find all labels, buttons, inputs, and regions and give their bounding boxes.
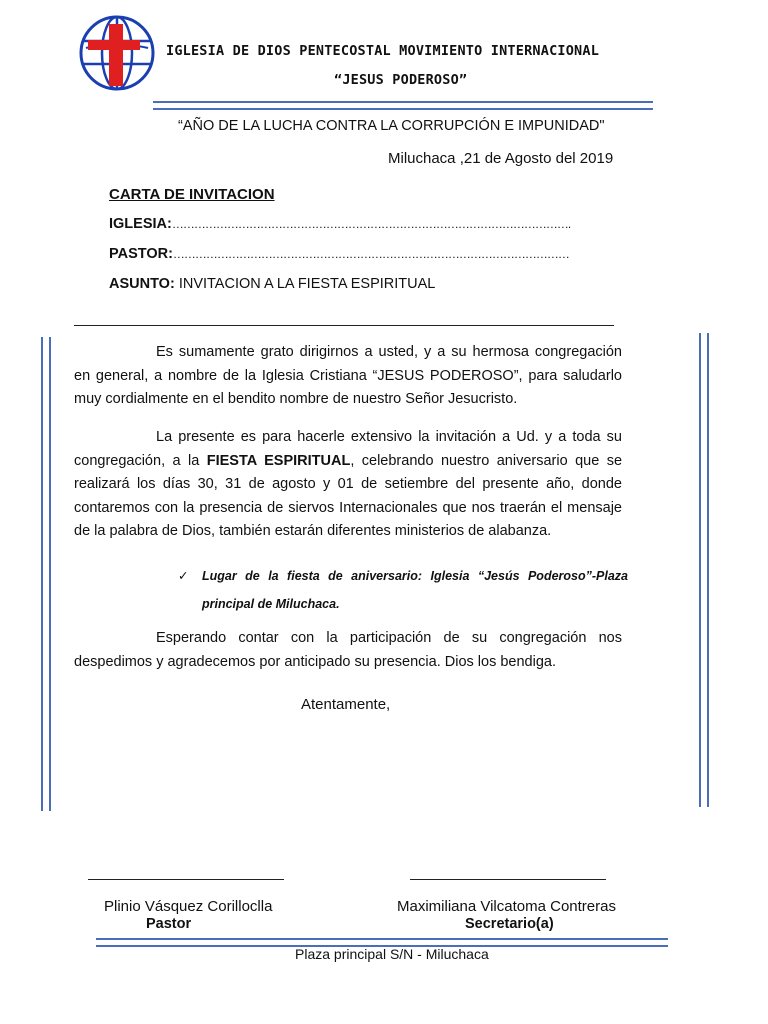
pastor-label: PASTOR: xyxy=(109,246,173,262)
paragraph-closing xyxy=(74,627,622,674)
iglesia-label: IGLESIA: xyxy=(109,216,172,232)
letter-title: CARTA DE INVITACION xyxy=(109,186,275,203)
signature-line-pastor xyxy=(88,879,284,880)
asunto-value: INVITACION A LA FIESTA ESPIRITUAL xyxy=(174,276,436,292)
church-subtitle: “JESUS PODEROSO” xyxy=(334,72,468,88)
pastor-field xyxy=(109,246,569,262)
right-border-bar xyxy=(699,333,709,807)
closing-salutation: Atentamente, xyxy=(301,696,391,713)
paragraph-greeting-text: Es sumamente grato dirigirnos a usted, y a su hermosa congregación en general, a nombre de la Iglesia Cristiana “JESUS PODEROSO”, para saludarlo muy cordialmente en el bendito nombre de nuestro Señor Jesucristo. xyxy=(74,344,622,407)
location-bullet-text: Lugar de la fiesta de aniversario: Iglesia “Jesús Poderoso”-Plaza principal de Miluchaca. xyxy=(202,569,628,611)
location-bullet xyxy=(178,562,628,618)
pastor-name: Plinio Vásquez Corilloclla xyxy=(104,898,273,915)
asunto-label: ASUNTO: xyxy=(109,276,175,292)
separator-line xyxy=(74,325,614,326)
iglesia-field xyxy=(109,216,570,232)
checkmark-icon: ✓ xyxy=(178,569,189,583)
fiesta-espiritual-bold: FIESTA ESPIRITUAL xyxy=(206,452,351,469)
secretary-name: Maximiliana Vilcatoma Contreras xyxy=(397,898,616,915)
date-line: Miluchaca ,21 de Agosto del 2019 xyxy=(388,150,614,167)
pastor-role: Pastor xyxy=(146,916,192,932)
signature-line-secretary xyxy=(410,879,606,880)
paragraph-invitation xyxy=(74,426,622,544)
paragraph-closing-text: Esperando contar con la participación de su congregación nos despedimos y agradecemos por anticipado su presencia. Dios los bendiga. xyxy=(74,630,622,670)
pastor-value: ……………………………………………………………………………………………… xyxy=(172,247,569,261)
paragraph-invitation-text-a: La presente es para hacerle extensivo la invitación a Ud. y a toda su congregación, a la xyxy=(74,429,622,469)
header-double-rule xyxy=(153,101,653,110)
paragraph-invitation-text-b: , celebrando nuestro aniversario que se realizará los días 30, 31 de agosto y 01 de setiembre del presente año, donde contaremos con la presencia de siervos Internacionales que nos traerán el mensaje de la palabra de Dios, también estarán diferentes ministerios de alabanza. xyxy=(74,452,623,539)
paragraph-greeting xyxy=(74,341,622,412)
footer-address: Plaza principal S/N - Miluchaca xyxy=(295,946,489,962)
church-logo-globe-cross-icon xyxy=(78,14,156,92)
left-border-bar xyxy=(41,337,51,811)
secretary-role: Secretario(a) xyxy=(465,916,554,932)
iglesia-value: ………………………………………………………………………………………………. xyxy=(171,217,571,231)
year-motto: “AÑO DE LA LUCHA CONTRA LA CORRUPCIÓN E IMPUNIDAD" xyxy=(178,118,605,134)
church-name: IGLESIA DE DIOS PENTECOSTAL MOVIMIENTO INTERNACIONAL xyxy=(166,43,600,59)
asunto-field xyxy=(109,276,435,292)
